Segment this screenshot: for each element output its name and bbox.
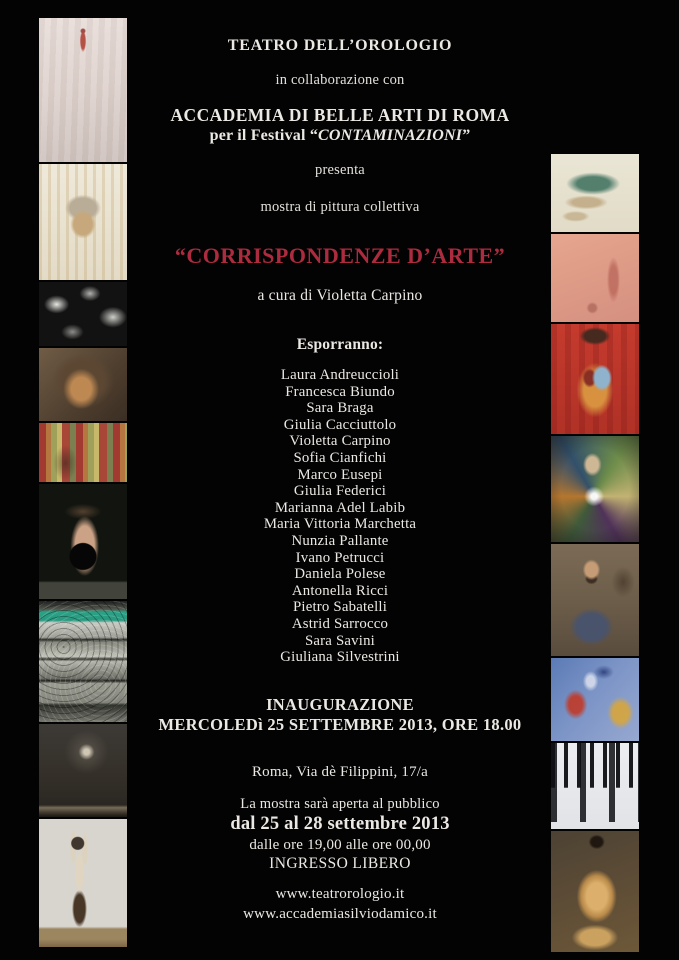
free-admission-line: INGRESSO LIBERO [269,855,411,872]
presents-line: presenta [315,162,365,178]
artist-name: Violetta Carpino [289,433,391,450]
left-artwork-strip [39,0,127,949]
poster-text-column [128,0,552,960]
artist-name: Sofia Cianfichi [293,449,387,466]
artist-name: Giuliana Silvestrini [280,649,400,666]
artwork-seated-figure-sketch [551,25,639,152]
artist-name: Pietro Sabatelli [292,599,388,616]
artist-name: Marco Eusepi [297,466,383,483]
artist-list [128,367,552,666]
address-line: Roma, Via dè Filippini, 17/a [251,764,429,780]
academy-line: ACCADEMIA DI BELLE ARTI DI ROMA [170,105,510,125]
opening-hours: dalle ore 19,00 alle ore 00,00 [249,837,431,853]
artwork-figure-on-chair [39,819,127,947]
artwork-green-tangle-sketch [551,154,639,232]
right-artwork-strip [551,0,639,954]
artwork-woman-back-iron-red [551,324,639,434]
artist-name: Marianna Adel Labib [274,499,406,516]
artist-name: Sara Braga [306,400,374,417]
artist-name: Sara Savini [304,632,375,649]
website-teatrorologio: www.teatrorologio.it [275,886,405,902]
collaboration-line: in collaborazione con [275,72,405,88]
venue-title: TEATRO DELL’OROLOGIO [227,37,453,54]
artwork-woman-light-rays [551,436,639,542]
artwork-red-streaks-abstract [39,423,127,482]
open-to-public-line: La mostra sarà aperta al pubblico [240,796,440,812]
artist-name: Giulia Cacciuttolo [283,416,397,433]
curator-line: a cura di Violetta Carpino [257,287,423,304]
artist-name: Maria Vittoria Marchetta [263,516,417,533]
exhibitors-label: Esporranno: [296,336,384,353]
artist-name: Astrid Sarrocco [291,615,389,632]
artist-name: Giulia Federici [293,483,387,500]
opening-date: MERCOLEDì 25 SETTEMBRE 2013, ORE 18.00 [158,714,522,734]
artwork-black-drip-trees [551,743,639,829]
festival-name: CONTAMINAZIONI [318,127,463,144]
artwork-pink-haze-figure [551,234,639,322]
artist-name: Laura Andreuccioli [280,367,400,383]
artwork-colorful-abstract [551,658,639,741]
artwork-nude-black-circle [39,484,127,599]
websites-block [128,884,552,924]
festival-line: per il Festival “CONTAMINAZIONI” [209,127,471,144]
artwork-grey-teal-stripes [39,601,127,722]
artwork-golden-kneeling-figure [551,831,639,952]
website-accademia: www.accademiasilviodamico.it [243,906,437,922]
exhibition-title: “CORRISPONDENZE D’ARTE” [174,243,506,268]
artist-name: Daniela Polese [294,566,386,583]
artist-name: Nunzia Pallante [291,532,389,549]
artwork-woman-portrait-brown [39,348,127,421]
artwork-bearded-man-portrait [551,544,639,656]
artwork-white-drapery [39,18,127,162]
artwork-dark-nocturne [39,724,127,817]
show-type-line: mostra di pittura collettiva [260,199,420,215]
opening-block [128,695,552,734]
artwork-black-white-blobs [39,282,127,346]
exhibition-dates: dal 25 al 28 settembre 2013 [230,814,450,834]
artwork-child-face [39,164,127,280]
artist-name: Francesca Biundo [285,383,395,400]
opening-label: INAUGURAZIONE [266,695,414,714]
artist-name: Antonella Ricci [291,582,389,599]
artist-name: Ivano Petrucci [295,549,385,566]
